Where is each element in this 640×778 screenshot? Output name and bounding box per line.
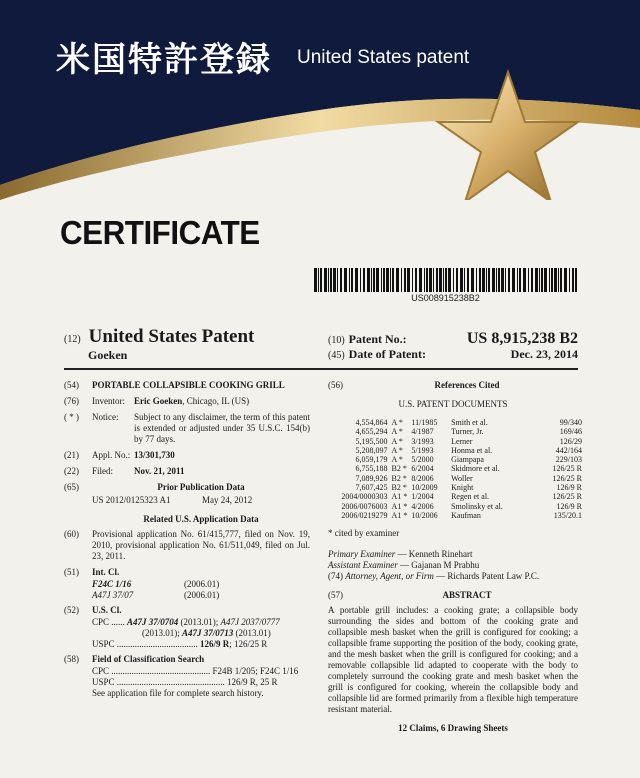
notice-label: Notice: [92, 412, 119, 422]
barcode-bar [396, 268, 399, 292]
reference-no: 6,059,179 [355, 455, 388, 465]
reference-k: A * [391, 436, 403, 446]
reference-cl: 126/9 R [556, 501, 582, 511]
reference-no: 7,089,926 [355, 473, 388, 483]
code-22: (22) [64, 466, 79, 476]
reference-d: 6/2004 [411, 464, 434, 474]
barcode-bar [426, 268, 428, 292]
reference-d: 11/1985 [411, 418, 438, 427]
barcode-bar [471, 268, 474, 292]
reference-d: 5/2000 [411, 455, 434, 465]
barcode-bar [360, 268, 361, 292]
reference-row [332, 464, 582, 473]
reference-k: B2 * [391, 464, 407, 474]
us-cl-cpc-1: A47J 37/0704 [127, 617, 179, 627]
patent-type-title: United States Patent [88, 326, 255, 347]
barcode-bar [560, 268, 562, 292]
barcode-bar [392, 268, 394, 292]
barcode-bar [340, 268, 342, 292]
barcode-bar [448, 268, 451, 292]
reference-no: 2006/0219279 [341, 510, 388, 520]
reference-nm: Lerner [451, 436, 473, 446]
int-cl-1-date: (2006.01) [184, 579, 220, 589]
reference-row [332, 437, 582, 446]
reference-cl: 126/25 R [552, 464, 582, 474]
reference-no: 4,554,864 [355, 418, 388, 427]
code-10: (10) [328, 335, 345, 346]
code-74: (74) [328, 571, 343, 582]
reference-d: 4/2006 [411, 501, 434, 511]
references-table [332, 418, 582, 520]
barcode-bar [528, 268, 529, 292]
int-cl-2-date: (2006.01) [184, 590, 220, 600]
code-notice: ( * ) [64, 412, 79, 422]
barcode-bar [498, 268, 500, 292]
primary-examiner-label: Primary Examiner [328, 549, 396, 560]
inventor-label: Inventor: [92, 396, 125, 406]
appl-no: 13/301,730 [134, 450, 175, 460]
us-patent-docs-heading: U.S. PATENT DOCUMENTS [398, 399, 508, 409]
japanese-title: 米国特許登録 [56, 40, 272, 80]
code-52: (52) [64, 605, 79, 615]
left-column: (54) PORTABLE COLLAPSIBLE COOKING GRILL (76) Inventor: Eric Goeken, Chicago, IL (US) ( * ) Notice: Subject to any disclaimer, the term of this patent is extended or adjusted under 35 U.S.C. 154(b) by 77 days. (21) Appl. No.: 13/301,730 (22) Filed: Nov. 21, 2011 (65) Prior Publication Data US 2012/0125323 A1 May 24, 2012 Related U.S. Application Data (60) Provisional application No. 61/415,777, filed on Nov. 19, 2010, provisional application No. 61/511,049, filed on Jul. 23, 2011. (51) Int. Cl. F24C 1/16 (2006.01) A47J 37/07 (2006.01) (52) U.S. Cl. CPC ...... A47J 37/0704 (2013.01); A47J 2037/0777 (2013.01); A47J 37/0713 (2013.01) USPC .................................... 126/9 R; 126/25 R (58) Field of Classification Search CPC ............................................ F24B 1/205; F24C 1/16 USPC ................................................ 126/9 R, 25 R See application file for complete search history. [64, 380, 310, 698]
reference-nm: Turner, Jr. [451, 427, 484, 437]
reference-cl: 126/25 R [552, 473, 582, 483]
barcode-bar [330, 268, 332, 292]
barcode-bar [460, 268, 463, 292]
filed-date: Nov. 21, 2011 [134, 466, 185, 476]
us-cl-uspc-main: 126/9 R [200, 639, 230, 649]
reference-k: B2 * [391, 483, 407, 493]
search-cpc-value: F24B 1/205; F24C 1/16 [212, 666, 299, 676]
reference-cl: 169/46 [559, 427, 582, 437]
barcode-bar [436, 268, 438, 292]
reference-no: 2004/0000303 [341, 492, 388, 502]
patent-date: Dec. 23, 2014 [510, 347, 578, 361]
code-76: (76) [64, 396, 79, 406]
reference-nm: Regen et al. [451, 492, 490, 502]
reference-nm: Woller [451, 473, 473, 483]
code-21: (21) [64, 450, 79, 460]
reference-no: 6,755,188 [355, 464, 388, 474]
barcode [314, 268, 577, 292]
barcode-bar [349, 268, 350, 292]
reference-cl: 126/29 [559, 436, 582, 446]
search-uspc-value: 126/9 R, 25 R [227, 677, 278, 687]
patent-number: US 8,915,238 B2 [466, 330, 578, 347]
barcode-bar [344, 268, 347, 292]
barcode-bar [572, 268, 574, 292]
reference-row [332, 502, 582, 511]
barcode-bar [569, 268, 570, 292]
reference-nm: Knight [451, 483, 474, 493]
certificate-heading: CERTIFICATE [60, 214, 260, 251]
inventor-location: , Chicago, IL (US) [182, 396, 250, 406]
us-cl-uspc-label: USPC [92, 639, 115, 649]
patent-header-right [328, 330, 578, 364]
barcode-bar [517, 268, 518, 292]
barcode-bar [505, 268, 506, 292]
appl-no-label: Appl. No.: [92, 450, 131, 460]
us-cl-heading: U.S. Cl. [92, 605, 122, 615]
barcode-bar [381, 268, 382, 292]
barcode-bar [407, 268, 410, 292]
reference-d: 4/1987 [411, 427, 434, 437]
reference-row [332, 418, 582, 427]
barcode-bar [544, 268, 547, 292]
barcode-bar [386, 268, 389, 292]
barcode-bar [575, 268, 577, 292]
reference-nm: Smith et al. [451, 418, 488, 427]
code-54: (54) [64, 380, 79, 390]
reference-k: A1 * [391, 492, 408, 502]
barcode-bar [433, 268, 434, 292]
code-58: (58) [64, 654, 79, 664]
us-cl-cpc-label: CPC [92, 617, 110, 627]
code-65: (65) [64, 482, 79, 492]
reference-nm: Honma et al. [451, 445, 493, 455]
inventor-name: Eric Goeken [134, 396, 183, 406]
barcode-bar [551, 268, 553, 292]
claims-summary: 12 Claims, 6 Drawing Sheets [398, 723, 508, 734]
reference-nm: Smolinsky et al. [451, 501, 503, 511]
code-56: (56) [328, 380, 343, 390]
reference-d: 8/2006 [411, 473, 434, 483]
barcode-bar [488, 268, 490, 292]
inventor-short: Goeken [88, 348, 128, 362]
reference-cl: 126/9 R [556, 483, 582, 493]
barcode-bar [314, 268, 317, 292]
reference-row [332, 483, 582, 492]
barcode-bar [464, 268, 465, 292]
barcode-bar [467, 268, 469, 292]
prior-pub-number: US 2012/0125323 A1 [92, 495, 171, 505]
reference-d: 10/2009 [411, 483, 438, 493]
reference-k: A * [391, 455, 403, 465]
reference-cl: 442/164 [555, 445, 582, 455]
us-cl-cpc-1-date: (2013.01); [178, 617, 221, 627]
barcode-bar [439, 268, 442, 292]
barcode-bar [554, 268, 557, 292]
reference-no: 5,195,500 [355, 436, 388, 446]
reference-row [332, 492, 582, 501]
header-divider [64, 368, 578, 370]
barcode-bar [539, 268, 540, 292]
reference-k: A * [391, 427, 403, 437]
barcode-bar [453, 268, 454, 292]
reference-cl: 99/340 [559, 418, 582, 427]
barcode-bar [496, 268, 497, 292]
reference-row [332, 427, 582, 436]
english-title: United States patent [297, 47, 470, 68]
patent-no-label: Patent No.: [348, 332, 407, 346]
reference-row [332, 511, 582, 520]
related-app-heading: Related U.S. Application Data [143, 514, 259, 524]
barcode-bar [363, 268, 365, 292]
barcode-bar [337, 268, 338, 292]
prior-pub-heading: Prior Publication Data [157, 482, 245, 492]
barcode-bar [512, 268, 515, 292]
barcode-bar [558, 268, 559, 292]
barcode-bar [549, 268, 550, 292]
prior-pub-date: May 24, 2012 [202, 495, 253, 505]
reference-k: A1 * [391, 510, 408, 520]
barcode-bar [424, 268, 425, 292]
attorney: — Richards Patent Law P.C. [433, 571, 540, 582]
barcode-bar [479, 268, 481, 292]
barcode-bar [535, 268, 538, 292]
cited-note: * cited by examiner [328, 528, 400, 539]
barcode-bar [351, 268, 353, 292]
barcode-bar [355, 268, 358, 292]
patent-header-left [64, 326, 255, 362]
search-cpc-label: CPC [92, 666, 110, 676]
barcode-bar [476, 268, 477, 292]
barcode-bar [371, 268, 372, 292]
reference-row [332, 455, 582, 464]
barcode-bar [376, 268, 379, 292]
banner-graphic [0, 0, 640, 200]
barcode-bar [429, 268, 432, 292]
assistant-examiner-label: Assistant Examiner [328, 560, 398, 571]
notice-text: Subject to any disclaimer, the term of this patent is extended or adjusted under 35 U.S.C. 154(b) by 77 days. [134, 412, 310, 444]
barcode-bar [415, 268, 417, 292]
barcode-bar [333, 268, 336, 292]
reference-k: A1 * [391, 501, 408, 511]
us-cl-cpc-2: A47J 2037/0777 [220, 617, 280, 627]
barcode-bar [541, 268, 543, 292]
search-uspc-label: USPC [92, 677, 115, 687]
barcode-bar [401, 268, 402, 292]
reference-no: 4,655,294 [355, 427, 388, 437]
reference-d: 1/2004 [411, 492, 434, 502]
barcode-bar [482, 268, 485, 292]
code-60: (60) [64, 529, 79, 539]
reference-nm: Skidmore et al. [451, 464, 500, 474]
barcode-number: US008915238B2 [411, 293, 480, 303]
barcode-bar [318, 268, 319, 292]
barcode-bar [390, 268, 391, 292]
assistant-examiner: — Gajanan M Prabhu [397, 560, 480, 571]
int-cl-1: F24C 1/16 [92, 579, 132, 589]
attorney-label: Attorney, Agent, or Firm [345, 571, 434, 582]
barcode-bar [486, 268, 487, 292]
barcode-bar [445, 268, 447, 292]
header-banner [0, 0, 640, 200]
barcode-bar [523, 268, 526, 292]
int-cl-2: A47J 37/07 [92, 590, 134, 600]
reference-nm: Kaufman [451, 510, 481, 520]
code-45: (45) [328, 350, 345, 361]
barcode-bar [320, 268, 322, 292]
barcode-bar [328, 268, 329, 292]
barcode-bar [419, 268, 422, 292]
barcode-bar [404, 268, 406, 292]
int-cl-heading: Int. Cl. [92, 567, 120, 577]
references-heading: References Cited [434, 380, 500, 390]
barcode-bar [456, 268, 458, 292]
barcode-bar [443, 268, 444, 292]
reference-no: 5,208,097 [355, 445, 388, 455]
reference-row [332, 474, 582, 483]
barcode-bar [501, 268, 504, 292]
abstract-text: A portable grill includes: a cooking grate; a collapsible body surrounding the sides and bottom of the cooking grate and collapsible mesh basket when the grill is configured for cooking; a collapsible frame supporting the position of the body, cooking grate, and the mesh basket when the grill is configured for cooking; and a removable collapsible lid adapted to cooperate with the body to completely surround the cooking grate and mesh basket when the grill is configured for cooking, wherein the collapsible body and collapsible lid are formed primarily from a flexible high temperature resistant material. [328, 605, 578, 715]
date-label: Date of Patent: [348, 347, 426, 361]
barcode-bar [324, 268, 327, 292]
reference-no: 7,607,425 [355, 483, 388, 493]
barcode-bar [531, 268, 533, 292]
reference-d: 5/1993 [411, 445, 434, 455]
abstract-heading: ABSTRACT [442, 590, 492, 601]
us-cl-uspc-rest: ; 126/25 R [229, 639, 268, 649]
barcode-bar [373, 268, 375, 292]
us-cl-cpc-2-date: (2013.01); [142, 628, 182, 638]
barcode-bar [383, 268, 385, 292]
reference-cl: 126/25 R [552, 492, 582, 502]
primary-examiner: — Kenneth Rinehart [395, 549, 473, 560]
barcode-bar [367, 268, 370, 292]
barcode-bar [492, 268, 495, 292]
search-note: See application file for complete search history. [92, 688, 264, 698]
reference-no: 2006/0076003 [341, 501, 388, 511]
us-cl-cpc-3: A47J 37/0713 [182, 628, 234, 638]
code-57: (57) [328, 590, 343, 601]
reference-nm: Giampapa [451, 455, 484, 465]
search-heading: Field of Classification Search [92, 654, 205, 664]
code-12: (12) [64, 334, 81, 345]
invention-title: PORTABLE COLLAPSIBLE COOKING GRILL [92, 380, 285, 390]
barcode-bar [412, 268, 413, 292]
us-cl-cpc-3-date: (2013.01) [233, 628, 271, 638]
reference-cl: 135/20.1 [553, 510, 582, 520]
filed-label: Filed: [92, 466, 114, 476]
reference-cl: 229/103 [555, 455, 582, 465]
reference-d: 10/2006 [411, 510, 438, 520]
right-column [328, 380, 582, 734]
provisional-text: Provisional application No. 61/415,777, filed on Nov. 19, 2010, provisional application No. 61/511,049, filed on Jul. 23, 2011. [92, 529, 310, 561]
barcode-bar [508, 268, 510, 292]
reference-d: 3/1993 [411, 436, 434, 446]
reference-row [332, 446, 582, 455]
barcode-bar [564, 268, 567, 292]
code-51: (51) [64, 567, 79, 577]
barcode-bar [519, 268, 521, 292]
reference-k: A * [391, 445, 403, 455]
reference-k: A * [391, 418, 403, 427]
reference-k: B2 * [391, 473, 407, 483]
